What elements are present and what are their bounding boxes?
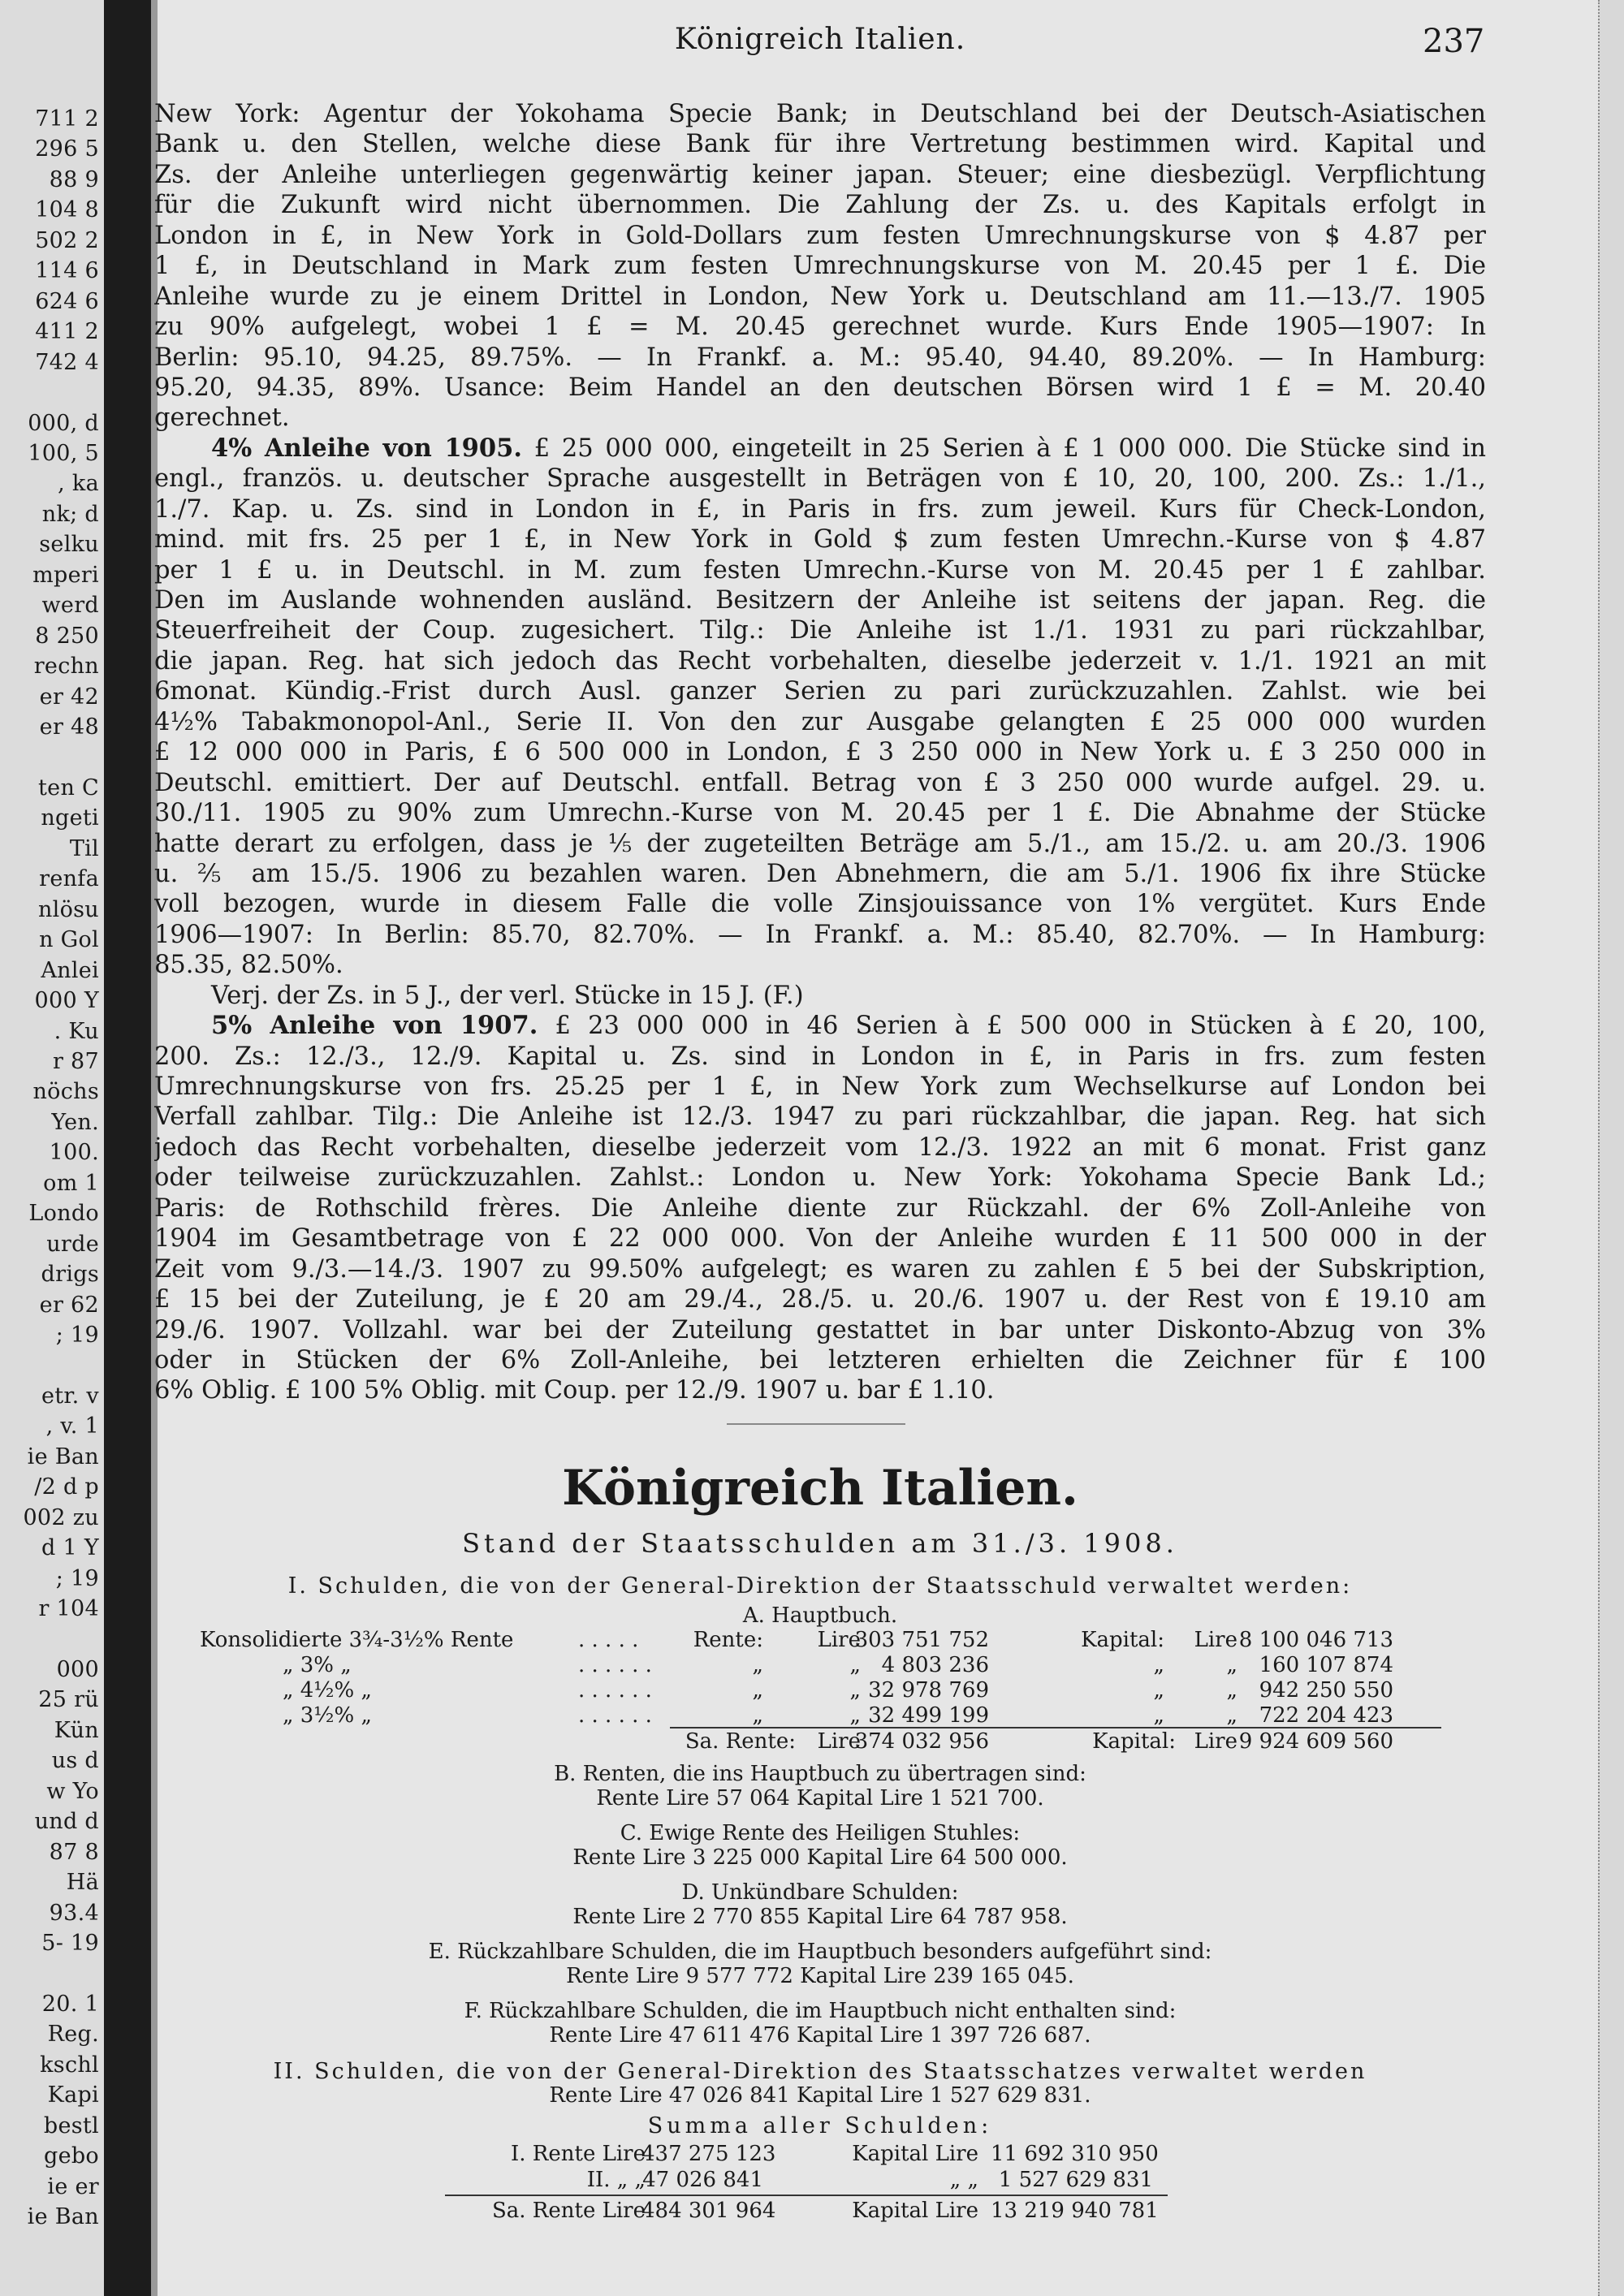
book-gutter <box>104 0 151 2296</box>
left-page-line: ; 19 <box>55 1323 99 1348</box>
section-subtitle: Stand der Staatsschulden am 31./3. 1908. <box>462 1528 1178 1559</box>
left-page-line: om 1 <box>43 1170 99 1196</box>
body-line: Paris: de Rothschild frères. Die Anleihe diente zur Rückzahl. der 6% Zoll-Anleihe von <box>154 1193 1486 1223</box>
lire-label: „ <box>849 1678 861 1703</box>
left-page-line: w Yo <box>46 1778 99 1804</box>
part-two-values: Rente Lire 47 026 841 Kapital Lire 1 527 629 831. <box>549 2083 1091 2108</box>
left-page-line: selku <box>39 532 99 558</box>
summa-kapital: 1 527 629 831 <box>998 2168 1153 2192</box>
left-page-line: kschl <box>40 2052 99 2078</box>
body-line: 4% Anleihe von 1905. £ 25 000 000, eingeteilt in 25 Serien à £ 1 000 000. Die Stücke sind in <box>211 433 1486 463</box>
rente-label: „ <box>752 1703 763 1728</box>
sum-kapital: 9 924 609 560 <box>1238 1729 1393 1754</box>
row-name: „ 4½% „ <box>283 1678 372 1703</box>
body-line: jedoch das Recht vorbehalten, dieselbe jederzeit vom 12./3. 1922 an mit 6 monat. Frist ganz <box>154 1133 1486 1162</box>
summa-rule <box>445 2195 1168 2196</box>
body-line: per 1 £ u. in Deutschl. in M. zum festen Umrechn.-Kurse von M. 20.45 per 1 £ zahlbar. <box>154 555 1486 585</box>
row-name: Konsolidierte 3¾-3½% Rente <box>200 1628 514 1652</box>
body-line: voll bezogen, wurde in diesem Falle die volle Zinsjouissance von 1% vergütet. Kurs Ende <box>154 890 1486 919</box>
left-page-line: nk; d <box>41 501 99 527</box>
row-dots: . . . . . . <box>578 1653 652 1677</box>
rente-value: 303 751 752 <box>854 1628 989 1652</box>
left-page-line: 88 9 <box>49 166 99 192</box>
body-line: engl., französ. u. deutscher Sprache ausgestellt in Beträgen von £ 10, 20, 100, 200. Zs.: 1./1., <box>154 464 1486 494</box>
body-line: 200. Zs.: 12./3., 12./9. Kapital u. Zs. sind in London in £, in Paris in frs. zum festen <box>154 1042 1486 1071</box>
left-page-line: etr. v <box>41 1383 99 1409</box>
body-line: mind. mit frs. 25 per 1 £, in New York in Gold $ zum festen Umrechn.-Kurse von $ 4.87 <box>154 525 1486 555</box>
sum-rule <box>670 1727 1441 1728</box>
left-page-line: mperi <box>32 562 99 588</box>
left-page-line: er 48 <box>39 714 99 740</box>
left-page-line: us d <box>51 1748 99 1774</box>
lire-label: Lire <box>1194 1628 1237 1652</box>
left-page-line: d 1 Y <box>41 1535 99 1561</box>
lire-label: „ <box>1226 1703 1237 1728</box>
left-page-line: ie Ban <box>27 2204 99 2230</box>
d-heading: D. Unkündbare Schulden: <box>681 1880 959 1905</box>
left-page-line: Kün <box>54 1717 99 1743</box>
body-line: 5% Anleihe von 1907. £ 23 000 000 in 46 Serien à £ 500 000 in Stücken à £ 20, 100, <box>211 1011 1486 1041</box>
body-line: Steuerfreiheit der Coup. zugesichert. Tilg.: Die Anleihe ist 1./1. 1931 zu pari rückzahlbar, <box>154 616 1486 645</box>
body-line: London in £, in New York in Gold-Dollars zum festen Umrechnungskurse von $ 4.87 per <box>154 221 1486 250</box>
left-page-line: nlösu <box>37 896 99 922</box>
left-page-line: 104 8 <box>35 197 99 223</box>
body-text <box>154 99 1486 1406</box>
left-page-line: . Ku <box>54 1018 99 1044</box>
c-values: Rente Lire 3 225 000 Kapital Lire 64 500 000. <box>572 1845 1068 1870</box>
body-line: oder teilweise zurückzuzahlen. Zahlst.: London u. New York: Yokohama Specie Bank Ld.; <box>154 1163 1486 1193</box>
b-heading: B. Renten, die ins Hauptbuch zu übertragen sind: <box>554 1762 1086 1786</box>
left-page-line: bestl <box>43 2113 99 2138</box>
kapital-label: „ <box>1153 1678 1164 1703</box>
e-values: Rente Lire 9 577 772 Kapital Lire 239 165 045. <box>566 1964 1074 1988</box>
left-page-line: er 42 <box>39 684 99 710</box>
left-page-line: 20. 1 <box>41 1991 99 2017</box>
left-page-line: Anlei <box>41 957 99 983</box>
body-line: die japan. Reg. hat sich jedoch das Recht vorbehalten, dieselbe jederzeit v. 1./1. 1921 an mit <box>154 646 1486 675</box>
section-divider <box>727 1423 905 1425</box>
left-page-line: Kapi <box>47 2082 99 2108</box>
kapital-value: 722 204 423 <box>1259 1703 1393 1728</box>
left-page-line: , ka <box>58 471 99 497</box>
sum-kapital-label: Kapital: <box>1092 1729 1176 1754</box>
left-page-line: ie Ban <box>27 1444 99 1470</box>
left-page-line: /2 d p <box>34 1474 99 1500</box>
left-page-line: Londo <box>28 1201 99 1227</box>
left-page-line: 93.4 <box>49 1900 99 1926</box>
summa-label: I. Rente Lire <box>510 2142 646 2166</box>
body-line: 95.20, 94.35, 89%. Usance: Beim Handel an den deutschen Börsen wird 1 £ = M. 20.40 <box>154 373 1486 402</box>
left-page-line: 5- 19 <box>41 1931 99 1956</box>
summa-label: Sa. Rente Lire <box>491 2199 646 2223</box>
body-line: Anleihe wurde zu je einem Drittel in London, New York u. Deutschland am 11.—13./7. 1905 <box>154 282 1486 311</box>
rente-label: „ <box>752 1653 763 1677</box>
body-line: hatte derart zu erfolgen, dass je ⅕ der zugeteilten Beträge am 5./1., am 15./2. u. am 20./3. 1906 <box>154 829 1486 858</box>
summa-heading: Summa aller Schulden: <box>647 2113 993 2138</box>
body-line: Berlin: 95.10, 94.25, 89.75%. — In Frankf. a. M.: 95.40, 94.40, 89.20%. — In Hamburg: <box>154 343 1486 372</box>
body-line: 4½% Tabakmonopol-Anl., Serie II. Von den zur Ausgabe gelangten £ 25 000 000 wurden <box>154 707 1486 736</box>
row-dots: . . . . . . <box>578 1703 652 1728</box>
summa-kapital: 13 219 940 781 <box>991 2199 1159 2223</box>
left-page-line: urde <box>46 1231 99 1257</box>
left-page-line: 502 2 <box>35 227 99 253</box>
running-head: Königreich Italien. <box>674 23 966 56</box>
body-line: für die Zukunft wird nicht übernommen. Die Zahlung der Zs. u. des Kapitals erfolgt in <box>154 191 1486 220</box>
body-line: New York: Agentur der Yokohama Specie Bank; in Deutschland bei der Deutsch-Asiatischen <box>154 100 1486 128</box>
body-line: 1./7. Kap. u. Zs. sind in London in £, in Paris in frs. zum jeweil. Kurs für Check-London, <box>154 494 1486 524</box>
lire-label: Lire <box>817 1628 861 1652</box>
body-line: Den im Auslande wohnenden ausländ. Besitzern der Anleihe ist seitens der japan. Reg. die <box>154 586 1486 615</box>
body-line: Zeit vom 9./3.—14./3. 1907 zu 99.50% aufgelegt; es waren zu zahlen £ 5 bei der Subskription, <box>154 1254 1486 1284</box>
summa-rente: 47 026 841 <box>642 2168 763 2192</box>
left-page-line: Hä <box>66 1870 99 1896</box>
sum-rente: 374 032 956 <box>854 1729 989 1754</box>
left-page-line: r 104 <box>38 1596 99 1622</box>
body-line: Verj. der Zs. in 5 J., der verl. Stücke in 15 J. (F.) <box>211 981 804 1010</box>
left-page-line: r 87 <box>52 1048 99 1074</box>
kapital-value: 942 250 550 <box>1259 1678 1393 1703</box>
left-page-line: 114 6 <box>35 258 99 284</box>
left-page-fragment <box>0 0 104 2296</box>
body-line: 1 £, in Deutschland in Mark zum festen Umrechnungskurse von M. 20.45 per 1 £. Die <box>154 252 1486 281</box>
summa-label: II. „ „ <box>586 2168 646 2192</box>
left-page-line: 8 250 <box>35 623 99 649</box>
left-page-line: werd <box>41 593 99 619</box>
body-line: Verfall zahlbar. Tilg.: Die Anleihe ist 12./3. 1947 zu pari rückzahlbar, die japan. Reg. hat sich <box>154 1103 1486 1132</box>
rente-value: 32 978 769 <box>868 1678 989 1703</box>
kapital-value: 160 107 874 <box>1259 1653 1393 1677</box>
hauptbuch-heading: A. Hauptbuch. <box>742 1603 898 1628</box>
left-page-line: ie er <box>47 2173 99 2199</box>
part-two-heading: II. Schulden, die von der General-Direktion des Staatsschatzes verwaltet werden <box>273 2059 1367 2084</box>
body-line: £ 12 000 000 in Paris, £ 6 500 000 in London, £ 3 250 000 in New York u. £ 3 250 000 in <box>154 738 1486 767</box>
part-one-heading: I. Schulden, die von der General-Direktion der Staatsschuld verwaltet werden: <box>287 1573 1353 1599</box>
body-line: 30./11. 1905 zu 90% zum Umrechn.-Kurse von M. 20.45 per 1 £. Die Abnahme der Stücke <box>154 799 1486 828</box>
lire-label: „ <box>849 1653 861 1677</box>
f-values: Rente Lire 47 611 476 Kapital Lire 1 397 726 687. <box>549 2023 1091 2048</box>
left-page-line: renfa <box>39 866 99 892</box>
body-line: 85.35, 82.50%. <box>154 951 343 980</box>
left-page-line: 25 rü <box>38 1687 99 1713</box>
left-page-line: und d <box>34 1809 99 1835</box>
kapital-label: Kapital: <box>1081 1628 1164 1652</box>
left-page-line: Yen. <box>51 1109 99 1135</box>
left-page-line: 000 <box>56 1656 99 1682</box>
left-page-line: Til <box>69 835 99 861</box>
body-line: Bank u. den Stellen, welche diese Bank für ihre Vertretung bestimmen wird. Kapital und <box>154 130 1486 159</box>
summa-kapital-label: Kapital Lire <box>852 2199 978 2223</box>
left-page-line: nöchs <box>32 1079 99 1105</box>
kapital-value: 8 100 046 713 <box>1238 1628 1393 1652</box>
left-page-line: Reg. <box>47 2022 99 2048</box>
row-dots: . . . . . <box>578 1628 639 1652</box>
left-page-line: rechn <box>33 654 99 680</box>
e-heading: E. Rückzahlbare Schulden, die im Hauptbuch besonders aufgeführt sind: <box>428 1940 1212 1964</box>
lire-label: „ <box>1226 1653 1237 1677</box>
rente-label: „ <box>752 1678 763 1703</box>
b-values: Rente Lire 57 064 Kapital Lire 1 521 700. <box>596 1786 1044 1810</box>
lire-label: Lire <box>817 1729 861 1754</box>
left-page-line: 624 6 <box>35 288 99 314</box>
body-line: 1906—1907: In Berlin: 85.70, 82.70%. — In Frankf. a. M.: 85.40, 82.70%. — In Hamburg: <box>154 920 1486 949</box>
row-name: „ 3½% „ <box>283 1703 372 1728</box>
lire-label: „ <box>1226 1678 1237 1703</box>
body-line: 29./6. 1907. Vollzahl. war bei der Zuteilung gestattet in bar unter Diskonto-Abzug von 3% <box>154 1315 1486 1344</box>
left-page-line: 296 5 <box>35 136 99 162</box>
summa-rente: 437 275 123 <box>641 2142 776 2166</box>
left-page-line: , v. 1 <box>45 1413 99 1439</box>
row-dots: . . . . . . <box>578 1678 652 1703</box>
left-page-line: 87 8 <box>49 1839 99 1865</box>
section-title: Königreich Italien. <box>562 1460 1078 1517</box>
f-heading: F. Rückzahlbare Schulden, die im Hauptbuch nicht enthalten sind: <box>464 1999 1177 2023</box>
left-page-line: er 62 <box>39 1292 99 1318</box>
left-page-line: 000 Y <box>34 988 99 1014</box>
kapital-label: „ <box>1153 1653 1164 1677</box>
body-line: zu 90% aufgelegt, wobei 1 £ = M. 20.45 gerechnet wurde. Kurs Ende 1905—1907: In <box>154 313 1486 342</box>
left-page-line: 100. <box>49 1140 99 1166</box>
body-line: 1904 im Gesamtbetrage von £ 22 000 000. Von der Anleihe wurden £ 11 500 000 in der <box>154 1224 1486 1254</box>
rente-label: Rente: <box>693 1628 763 1652</box>
body-line: Zs. der Anleihe unterliegen gegenwärtig keiner japan. Steuer; eine diesbezügl. Verpflichtung <box>154 160 1486 189</box>
lire-label: „ <box>849 1703 861 1728</box>
summa-kapital-label: „ „ <box>949 2168 978 2192</box>
page-edge <box>1598 0 1624 2296</box>
body-line: u. ⅖ am 15./5. 1906 zu bezahlen waren. Den Abnehmern, die am 5./1. 1906 fix ihre Stücke <box>154 859 1486 888</box>
left-page-line: n Gol <box>39 927 99 953</box>
left-page-line: ; 19 <box>55 1565 99 1591</box>
lire-label: Lire <box>1194 1729 1237 1754</box>
row-name: „ 3% „ <box>283 1653 352 1677</box>
c-heading: C. Ewige Rente des Heiligen Stuhles: <box>620 1821 1021 1845</box>
left-page-line: ten C <box>38 775 99 801</box>
body-line: oder in Stücken der 6% Zoll-Anleihe, bei letzteren erhielten die Zeichner für £ 100 <box>154 1345 1486 1375</box>
body-line: 6monat. Kündig.-Frist durch Ausl. ganzer Serien zu pari zurückzuzahlen. Zahlst. wie bei <box>154 677 1486 706</box>
rente-value: 4 803 236 <box>881 1653 989 1677</box>
left-page-line: 000, d <box>28 410 99 436</box>
left-page-line: drigs <box>41 1262 99 1288</box>
body-line: Umrechnungskurse von frs. 25.25 per 1 £, in New York zum Wechselkurse auf London bei <box>154 1072 1486 1101</box>
kapital-label: „ <box>1153 1703 1164 1728</box>
summa-rente: 484 301 964 <box>641 2199 776 2223</box>
d-values: Rente Lire 2 770 855 Kapital Lire 64 787 958. <box>572 1905 1068 1929</box>
left-page-line: 002 zu <box>23 1504 99 1530</box>
left-page-line: 100, 5 <box>28 440 99 466</box>
body-line: Deutschl. emittiert. Der auf Deutschl. entfall. Betrag von £ 3 250 000 wurde aufgel. 29. u. <box>154 768 1486 797</box>
left-page-line: ngeti <box>41 805 99 831</box>
body-line: £ 15 bei der Zuteilung, je £ 20 am 29./4., 28./5. u. 20./6. 1907 u. der Rest von £ 19.10 am <box>154 1285 1486 1314</box>
body-line: gerechnet. <box>154 404 290 433</box>
left-page-line: 411 2 <box>35 319 99 345</box>
body-line: 6% Oblig. £ 100 5% Oblig. mit Coup. per 12./9. 1907 u. bar £ 1.10. <box>154 1376 995 1405</box>
summa-kapital-label: Kapital Lire <box>852 2142 978 2166</box>
page-number: 237 <box>1423 23 1485 60</box>
left-page-line: 711 2 <box>35 106 99 132</box>
summa-kapital: 11 692 310 950 <box>991 2142 1159 2166</box>
sum-label: Sa. Rente: <box>685 1729 796 1754</box>
rente-value: 32 499 199 <box>868 1703 989 1728</box>
left-page-line: gebo <box>43 2143 99 2169</box>
left-page-line: 742 4 <box>35 349 99 375</box>
